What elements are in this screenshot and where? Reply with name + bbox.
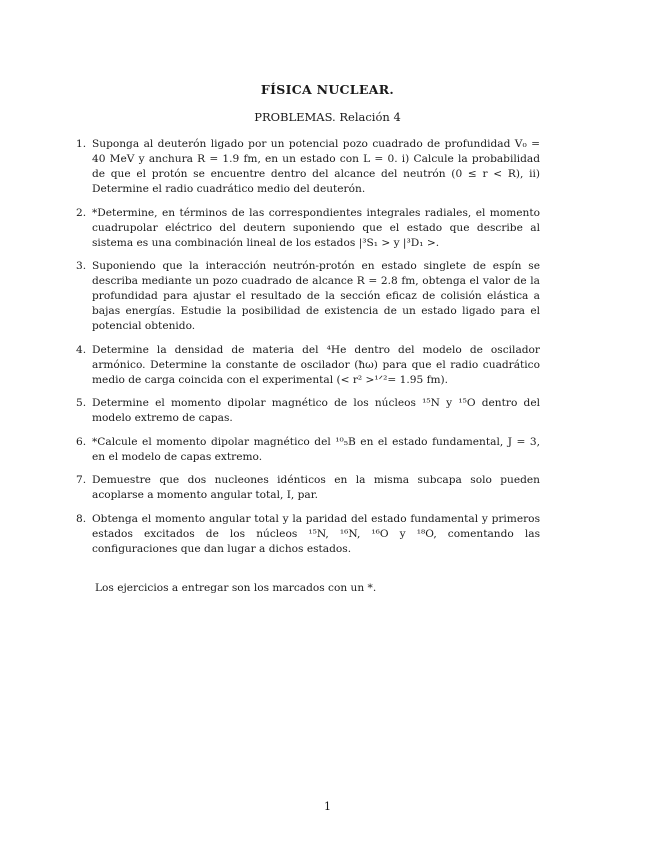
problem-number: 8. bbox=[76, 512, 87, 525]
problem-text: *Calcule el momento dipolar magnético del ¹⁰₅B en el estado fundamental, J = 3, en el modelo de capas extremo. bbox=[92, 435, 540, 463]
problem-number: 1. bbox=[76, 138, 87, 150]
problem-number: 3. bbox=[76, 260, 87, 272]
problem-text: Suponga al deuterón ligado por un potencial pozo cuadrado de profundidad V₀ = 40 MeV y anchura R = 1.9 fm, en un estado con L = 0. i) Calcule la probabilidad de que el protón se encuentre dentro del alcance del neutrón (0 ≤ r < R), ii) Determine el radio cuadrático medio del deuterón. bbox=[92, 138, 540, 195]
problem-item bbox=[76, 396, 540, 426]
problem-item bbox=[76, 259, 540, 334]
problem-number: 2. bbox=[76, 206, 87, 219]
problem-text: Determine la densidad de materia del ⁴He dentro del modelo de oscilador armónico. Determine la constante de oscilador (ħω) para que el radio cuadrático medio de carga coincida con el experimental (< r² >¹ᐟ²= 1.95 fm). bbox=[92, 343, 540, 386]
problem-text: Suponiendo que la interacción neutrón-protón en estado singlete de espín se describa mediante un pozo cuadrado de alcance R = 2.8 fm, obtenga el valor de la profundidad para ajustar el resultado de la sección eficaz de colisión elástica a bajas energías. Estudie la posibilidad de existencia de un estado ligado para el potencial obtenido. bbox=[92, 260, 540, 332]
problem-item bbox=[76, 512, 540, 557]
problem-text: Determine el momento dipolar magnético de los núcleos ¹⁵N y ¹⁵O dentro del modelo extremo de capas. bbox=[92, 397, 540, 424]
footer-note: Los ejercicios a entregar son los marcados con un *. bbox=[95, 582, 377, 594]
problem-list bbox=[76, 137, 540, 565]
problem-item bbox=[76, 435, 540, 465]
page-subtitle: PROBLEMAS. Relación 4 bbox=[254, 110, 401, 124]
problem-item bbox=[76, 473, 540, 503]
problem-number: 6. bbox=[76, 435, 87, 448]
page-number: 1 bbox=[324, 800, 331, 813]
problem-text: Demuestre que dos nucleones idénticos en la misma subcapa solo pueden acoplarse a momento angular total, I, par. bbox=[92, 474, 540, 501]
problem-number: 7. bbox=[76, 474, 87, 486]
problem-text: Obtenga el momento angular total y la paridad del estado fundamental y primeros estados excitados de los núcleos ¹⁵N, ¹⁶N, ¹⁶O y ¹⁸O, comentando las configuraciones que dan lugar a dichos estados. bbox=[92, 512, 540, 555]
problem-item bbox=[76, 206, 540, 251]
problem-text: *Determine, en términos de las correspondientes integrales radiales, el momento cuadrupolar eléctrico del deutern suponiendo que el estado que describe al sistema es una combinación lineal de los estados |³S₁ > y |³D₁ >. bbox=[92, 206, 540, 249]
problem-number: 4. bbox=[76, 343, 87, 356]
problem-number: 5. bbox=[76, 397, 87, 409]
problem-item bbox=[76, 343, 540, 388]
page-title: FÍSICA NUCLEAR. bbox=[260, 82, 395, 97]
problem-item bbox=[76, 137, 540, 197]
